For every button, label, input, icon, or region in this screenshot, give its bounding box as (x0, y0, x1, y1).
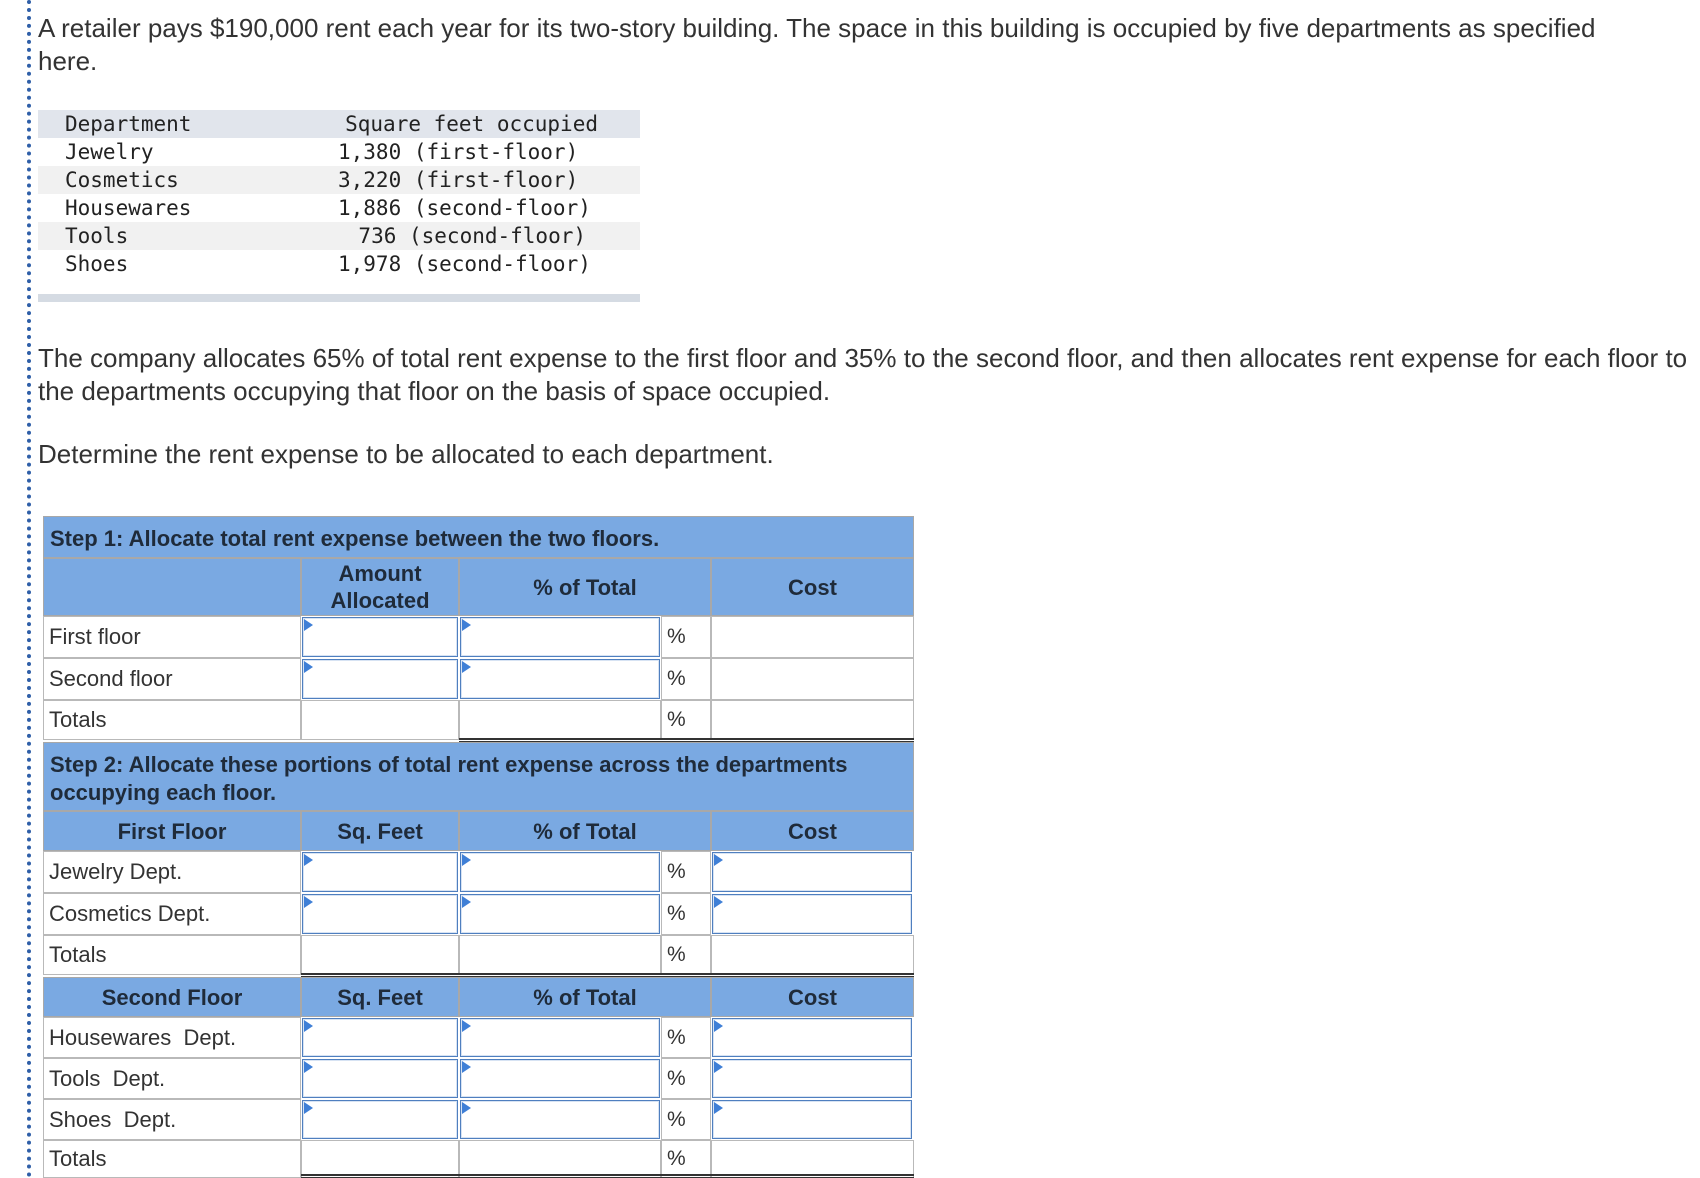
shoes-sqft-field[interactable] (303, 1101, 457, 1138)
input-marker-icon (462, 896, 471, 908)
second-floor-header: Second Floor (43, 977, 301, 1017)
percent-sign: % (661, 1099, 711, 1140)
input-marker-icon (714, 1061, 723, 1073)
step1-header-amount: Amount Allocated (301, 558, 459, 616)
first-floor-header-sqft: Sq. Feet (301, 811, 459, 851)
first-floor-percent-input[interactable] (460, 617, 660, 657)
tools-cost-input[interactable] (712, 1059, 912, 1098)
second-floor-header-percent: % of Total (459, 977, 711, 1017)
first-floor-percent-field[interactable] (461, 618, 659, 656)
dept-name: Cosmetics (65, 168, 179, 192)
second-floor-label: Second floor (43, 658, 301, 700)
step2-title: Step 2: Allocate these portions of total rent expense across the departments occupying each floor. (43, 742, 914, 811)
first-floor-header: First Floor (43, 811, 301, 851)
allocation-text: The company allocates 65% of total rent expense to the first floor and 35% to the second floor, and then allocates rent expense for each floor to the departments occupying that floor on the basis of space occupied. (38, 343, 1688, 406)
intro-text: A retailer pays $190,000 rent each year for its two-story building. The space in this building is occupied by five departments as specified here. (38, 13, 1596, 76)
shoes-dept-label: Shoes Dept. (43, 1099, 301, 1140)
first-floor-header-cost: Cost (711, 811, 914, 851)
tools-cost-field[interactable] (713, 1060, 911, 1097)
first-floor-amount-field[interactable] (303, 618, 457, 656)
percent-sign: % (661, 1058, 711, 1099)
instruction-text: Determine the rent expense to be allocated to each department. (38, 439, 774, 469)
second-floor-percent-input[interactable] (460, 659, 660, 699)
dept-table-row (38, 138, 640, 166)
first-floor-totals-sqft (301, 935, 459, 975)
cosmetics-sqft-input[interactable] (302, 894, 458, 934)
input-marker-icon (304, 619, 313, 631)
input-marker-icon (304, 896, 313, 908)
tools-sqft-input[interactable] (302, 1059, 458, 1098)
second-floor-totals-cost (711, 1140, 914, 1178)
first-floor-totals-cost (711, 935, 914, 975)
tools-dept-label: Tools Dept. (43, 1058, 301, 1099)
jewelry-sqft-field[interactable] (303, 853, 457, 891)
tools-sqft-field[interactable] (303, 1060, 457, 1097)
housewares-sqft-input[interactable] (302, 1018, 458, 1057)
double-underline (301, 1174, 914, 1178)
input-marker-icon (714, 1102, 723, 1114)
dept-table-header (38, 110, 640, 138)
step1-header-cost: Cost (711, 558, 914, 616)
input-marker-icon (462, 1020, 471, 1032)
first-floor-amount-input[interactable] (302, 617, 458, 657)
second-floor-totals-label: Totals (43, 1140, 301, 1178)
worksheet (43, 516, 914, 1178)
cosmetics-percent-input[interactable] (460, 894, 660, 934)
dept-sqft: 3,220 (first-floor) (338, 168, 579, 192)
input-marker-icon (304, 1061, 313, 1073)
department-space-table (38, 110, 640, 300)
dept-table-row (38, 194, 640, 222)
jewelry-dept-label: Jewelry Dept. (43, 851, 301, 893)
percent-sign: % (661, 700, 711, 740)
dept-sqft: 1,886 (second-floor) (338, 196, 591, 220)
input-marker-icon (462, 1061, 471, 1073)
second-floor-cost-cell (711, 658, 914, 700)
percent-sign: % (661, 851, 711, 893)
dept-table-row (38, 250, 640, 278)
shoes-cost-input[interactable] (712, 1100, 912, 1139)
housewares-cost-input[interactable] (712, 1018, 912, 1057)
tools-percent-field[interactable] (461, 1060, 659, 1097)
dept-sqft: 736 (second-floor) (358, 224, 586, 248)
dept-name: Housewares (65, 196, 192, 220)
housewares-percent-field[interactable] (461, 1019, 659, 1056)
tools-percent-input[interactable] (460, 1059, 660, 1098)
dept-header-square-feet: Square feet occupied (345, 112, 598, 136)
input-marker-icon (462, 619, 471, 631)
cosmetics-dept-label: Cosmetics Dept. (43, 893, 301, 935)
first-floor-totals-percent (459, 935, 661, 975)
cosmetics-cost-field[interactable] (713, 895, 911, 933)
input-marker-icon (304, 854, 313, 866)
percent-sign: % (661, 616, 711, 658)
jewelry-cost-field[interactable] (713, 853, 911, 891)
jewelry-sqft-input[interactable] (302, 852, 458, 892)
step1-header-percent: % of Total (459, 558, 711, 616)
second-floor-amount-field[interactable] (303, 660, 457, 698)
dept-sqft: 1,978 (second-floor) (338, 252, 591, 276)
percent-sign: % (661, 1140, 711, 1178)
second-floor-amount-input[interactable] (302, 659, 458, 699)
second-floor-header-cost: Cost (711, 977, 914, 1017)
second-floor-percent-field[interactable] (461, 660, 659, 698)
second-floor-header-sqft: Sq. Feet (301, 977, 459, 1017)
cosmetics-cost-input[interactable] (712, 894, 912, 934)
first-floor-totals-label: Totals (43, 935, 301, 975)
first-floor-header-percent: % of Total (459, 811, 711, 851)
dept-name: Jewelry (65, 140, 154, 164)
percent-sign: % (661, 1017, 711, 1058)
percent-sign: % (661, 658, 711, 700)
input-marker-icon (304, 1020, 313, 1032)
step1-title: Step 1: Allocate total rent expense between the two floors. (43, 516, 914, 558)
input-marker-icon (462, 854, 471, 866)
input-marker-icon (462, 661, 471, 673)
cosmetics-percent-field[interactable] (461, 895, 659, 933)
step1-totals-label: Totals (43, 700, 301, 740)
dept-sqft: 1,380 (first-floor) (338, 140, 579, 164)
second-floor-totals-percent (459, 1140, 661, 1178)
input-marker-icon (714, 854, 723, 866)
percent-sign: % (661, 893, 711, 935)
dept-name: Tools (65, 224, 129, 248)
dept-header-department: Department (65, 112, 192, 136)
jewelry-cost-input[interactable] (712, 852, 912, 892)
second-floor-totals-sqft (301, 1140, 459, 1178)
first-floor-label: First floor (43, 616, 301, 658)
housewares-dept-label: Housewares Dept. (43, 1017, 301, 1058)
shoes-cost-field[interactable] (713, 1101, 911, 1138)
input-marker-icon (304, 661, 313, 673)
housewares-percent-input[interactable] (460, 1018, 660, 1057)
dept-table-row (38, 222, 640, 250)
step1-totals-amount (301, 700, 459, 740)
first-floor-cost-cell (711, 616, 914, 658)
shoes-sqft-input[interactable] (302, 1100, 458, 1139)
jewelry-percent-input[interactable] (460, 852, 660, 892)
housewares-cost-field[interactable] (713, 1019, 911, 1056)
shoes-percent-field[interactable] (461, 1101, 659, 1138)
step1-totals-cost (711, 700, 914, 740)
dept-table-footer-bar (38, 294, 640, 302)
shoes-percent-input[interactable] (460, 1100, 660, 1139)
dept-name: Shoes (65, 252, 129, 276)
jewelry-percent-field[interactable] (461, 853, 659, 891)
percent-sign: % (661, 935, 711, 975)
input-marker-icon (714, 896, 723, 908)
left-dotted-border (27, 0, 31, 1178)
input-marker-icon (304, 1102, 313, 1114)
cosmetics-sqft-field[interactable] (303, 895, 457, 933)
step1-header-blank (43, 558, 301, 616)
input-marker-icon (714, 1020, 723, 1032)
step1-totals-percent (459, 700, 661, 740)
dept-table-row (38, 166, 640, 194)
input-marker-icon (462, 1102, 471, 1114)
housewares-sqft-field[interactable] (303, 1019, 457, 1056)
